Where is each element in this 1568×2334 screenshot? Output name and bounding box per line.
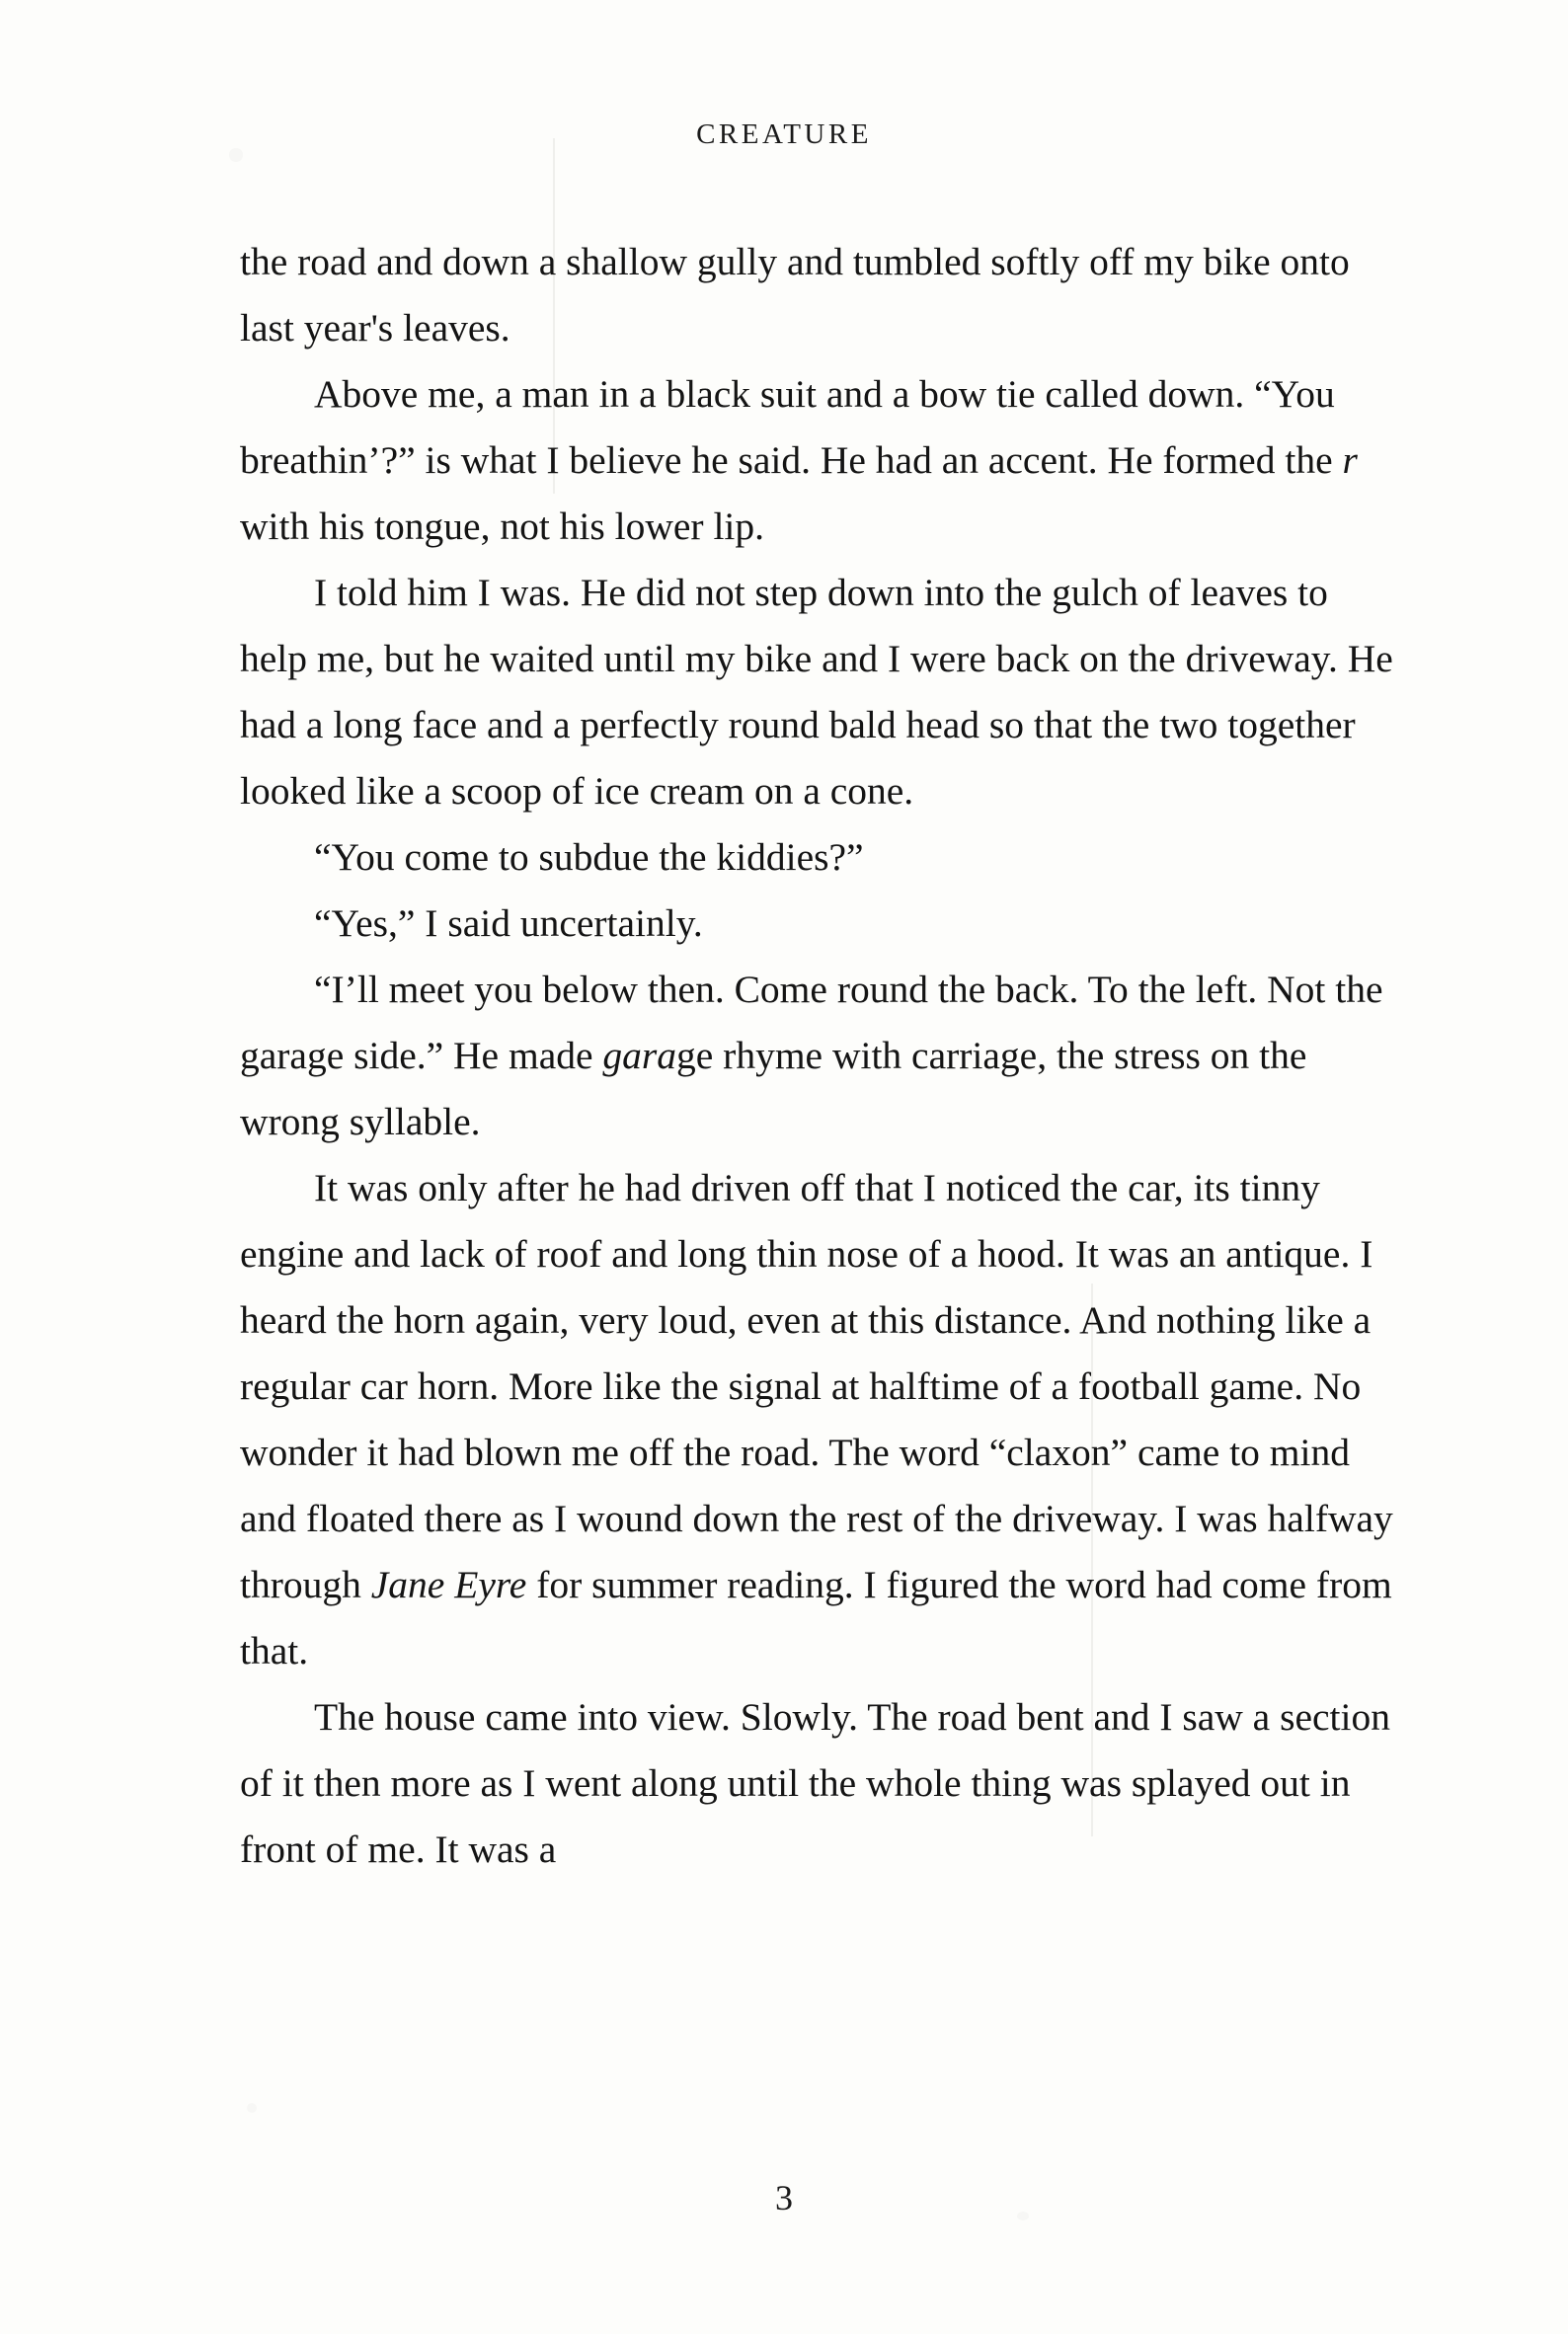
paragraph: Above me, a man in a black suit and a bow tie called down. “You breathin’?” is what I believe he said. He had an accent. He formed the r with his tongue, not his lower lip. <box>240 372 1358 548</box>
paragraph: It was only after he had driven off that I noticed the car, its tinny engine and lack of roof and long thin nose of a hood. It was an antique. I heard the horn again, very loud, even at this distance. And nothing like a regular car horn. More like the signal at halftime of a football game. No wonder it had blown me off the road. The word “claxon” came to mind and floated there as I wound down the rest of the driveway. I was halfway through Jane Eyre for summer reading. I figured the word had come from that. <box>240 1166 1393 1673</box>
paragraph: “You come to subdue the kiddies?” <box>314 835 864 879</box>
paragraph: “Yes,” I said uncertainly. <box>314 901 703 945</box>
body-text <box>240 229 1400 1883</box>
italic-word: Jane Eyre <box>370 1563 527 1606</box>
paragraph: I told him I was. He did not step down into the gulch of leaves to help me, but he waited until my bike and I were back on the driveway. He had a long face and a perfectly round bald head so that the two together looked like a scoop of ice cream on a cone. <box>240 571 1393 813</box>
paragraph: “I’ll meet you below then. Come round the back. To the left. Not the garage side.” He made garage rhyme with carriage, the stress on the wrong syllable. <box>240 968 1383 1143</box>
italic-word: gara <box>602 1034 677 1077</box>
running-head: CREATURE <box>696 118 872 150</box>
paper-speck <box>247 2103 257 2113</box>
paragraph: The house came into view. Slowly. The road bent and I saw a section of it then more as I went along until the whole thing was splayed out in front of me. It was a <box>240 1695 1390 1871</box>
paragraph: the road and down a shallow gully and tumbled softly off my bike onto last year's leaves. <box>240 240 1350 350</box>
italic-word: r <box>1342 438 1358 482</box>
page-number: 3 <box>775 2178 793 2217</box>
